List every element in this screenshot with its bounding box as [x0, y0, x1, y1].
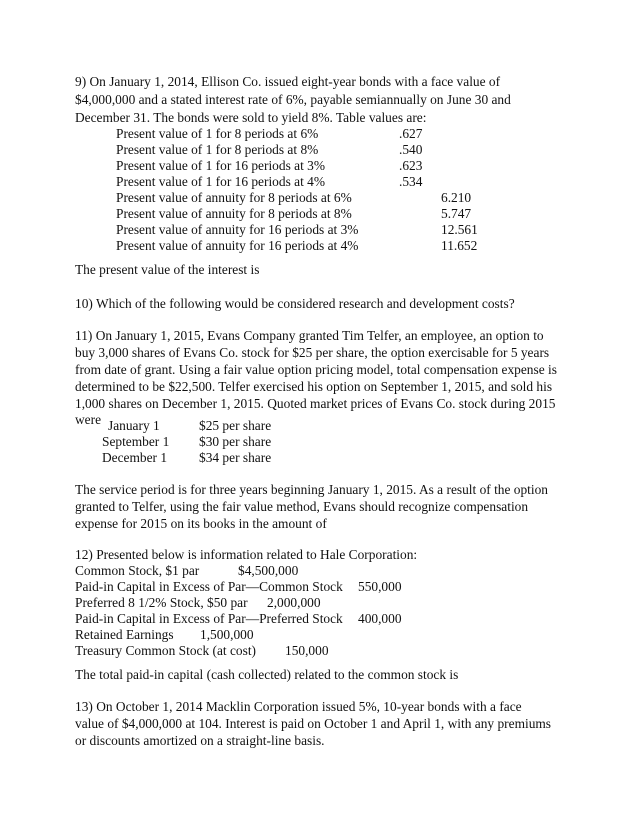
q11-question-line: The service period is for three years beginning January 1, 2015. As a result of the option — [75, 482, 549, 497]
q9-table-label: Present value of 1 for 8 periods at 6% — [116, 126, 319, 141]
q9-table-value: 12.561 — [441, 222, 478, 237]
q9-line: 9) On January 1, 2014, Ellison Co. issued eight-year bonds with a face value of — [75, 74, 501, 89]
q11-question-line: expense for 2015 on its books in the amount of — [75, 516, 327, 531]
q9-table-label: Present value of annuity for 8 periods at 6% — [116, 190, 352, 205]
q11-price-value: $34 per share — [199, 450, 272, 465]
q9-table-label: Present value of annuity for 16 periods at 3% — [116, 222, 359, 237]
q11-price-date: September 1 — [102, 434, 170, 449]
q12-item-value: 400,000 — [358, 611, 402, 626]
q12-item-value: 550,000 — [358, 579, 402, 594]
q10-text: 10) Which of the following would be considered research and development costs? — [75, 296, 515, 311]
q9-table-label: Present value of 1 for 8 periods at 8% — [116, 142, 319, 157]
q12-item-value: 150,000 — [285, 643, 329, 658]
q11-line: 1,000 shares on December 1, 2015. Quoted market prices of Evans Co. stock during 2015 — [75, 396, 556, 411]
q11-line: were — [75, 412, 102, 427]
q12-item-label: Common Stock, $1 par — [75, 563, 200, 578]
q9-table-value: .540 — [399, 142, 423, 157]
q9-table-value: .623 — [399, 158, 423, 173]
q11-line: from date of grant. Using a fair value option pricing model, total compensation expense is — [75, 362, 557, 377]
q13-line: or discounts amortized on a straight-line basis. — [75, 733, 325, 748]
q11-line: determined to be $22,500. Telfer exercised his option on September 1, 2015, and sold his — [75, 379, 553, 394]
q11-line: 11) On January 1, 2015, Evans Company granted Tim Telfer, an employee, an option to — [75, 328, 544, 343]
q11-line: buy 3,000 shares of Evans Co. stock for $25 per share, the option exercisable for 5 years — [75, 345, 550, 360]
q11-question-line: granted to Telfer, using the fair value method, Evans should recognize compensation — [75, 499, 529, 514]
q9-line: December 31. The bonds were sold to yield 8%. Table values are: — [75, 110, 427, 125]
q9-table-label: Present value of annuity for 16 periods at 4% — [116, 238, 359, 253]
q11-price-date: January 1 — [108, 418, 160, 433]
q9-line: $4,000,000 and a stated interest rate of 6%, payable semiannually on June 30 and — [75, 92, 511, 107]
q12-item-label: Paid-in Capital in Excess of Par—Preferred Stock — [75, 611, 343, 626]
q11-price-date: December 1 — [102, 450, 168, 465]
q9-table-value: 5.747 — [441, 206, 472, 221]
q12-item-value: 1,500,000 — [200, 627, 254, 642]
q9-table-label: Present value of annuity for 8 periods at 8% — [116, 206, 352, 221]
q12-question: The total paid-in capital (cash collected) related to the common stock is — [75, 667, 459, 682]
q12-item-value: $4,500,000 — [238, 563, 299, 578]
q9-table-value: .627 — [399, 126, 423, 141]
q12-item-label: Paid-in Capital in Excess of Par—Common Stock — [75, 579, 343, 594]
q12-item-label: Treasury Common Stock (at cost) — [75, 643, 257, 658]
q12-item-label: Retained Earnings — [75, 627, 174, 642]
q9-table-value: .534 — [399, 174, 423, 189]
q9-table-value: 11.652 — [441, 238, 478, 253]
q9-table-value: 6.210 — [441, 190, 472, 205]
q11-price-value: $30 per share — [199, 434, 272, 449]
q9-question: The present value of the interest is — [75, 262, 260, 277]
q12-item-value: 2,000,000 — [267, 595, 321, 610]
q13-line: 13) On October 1, 2014 Macklin Corporation issued 5%, 10-year bonds with a face — [75, 699, 522, 714]
q13-line: value of $4,000,000 at 104. Interest is paid on October 1 and April 1, with any premiums — [75, 716, 552, 731]
q12-item-label: Preferred 8 1/2% Stock, $50 par — [75, 595, 248, 610]
q11-price-value: $25 per share — [199, 418, 272, 433]
q12-intro: 12) Presented below is information related to Hale Corporation: — [75, 547, 418, 562]
q9-table-label: Present value of 1 for 16 periods at 4% — [116, 174, 325, 189]
q9-table-label: Present value of 1 for 16 periods at 3% — [116, 158, 325, 173]
